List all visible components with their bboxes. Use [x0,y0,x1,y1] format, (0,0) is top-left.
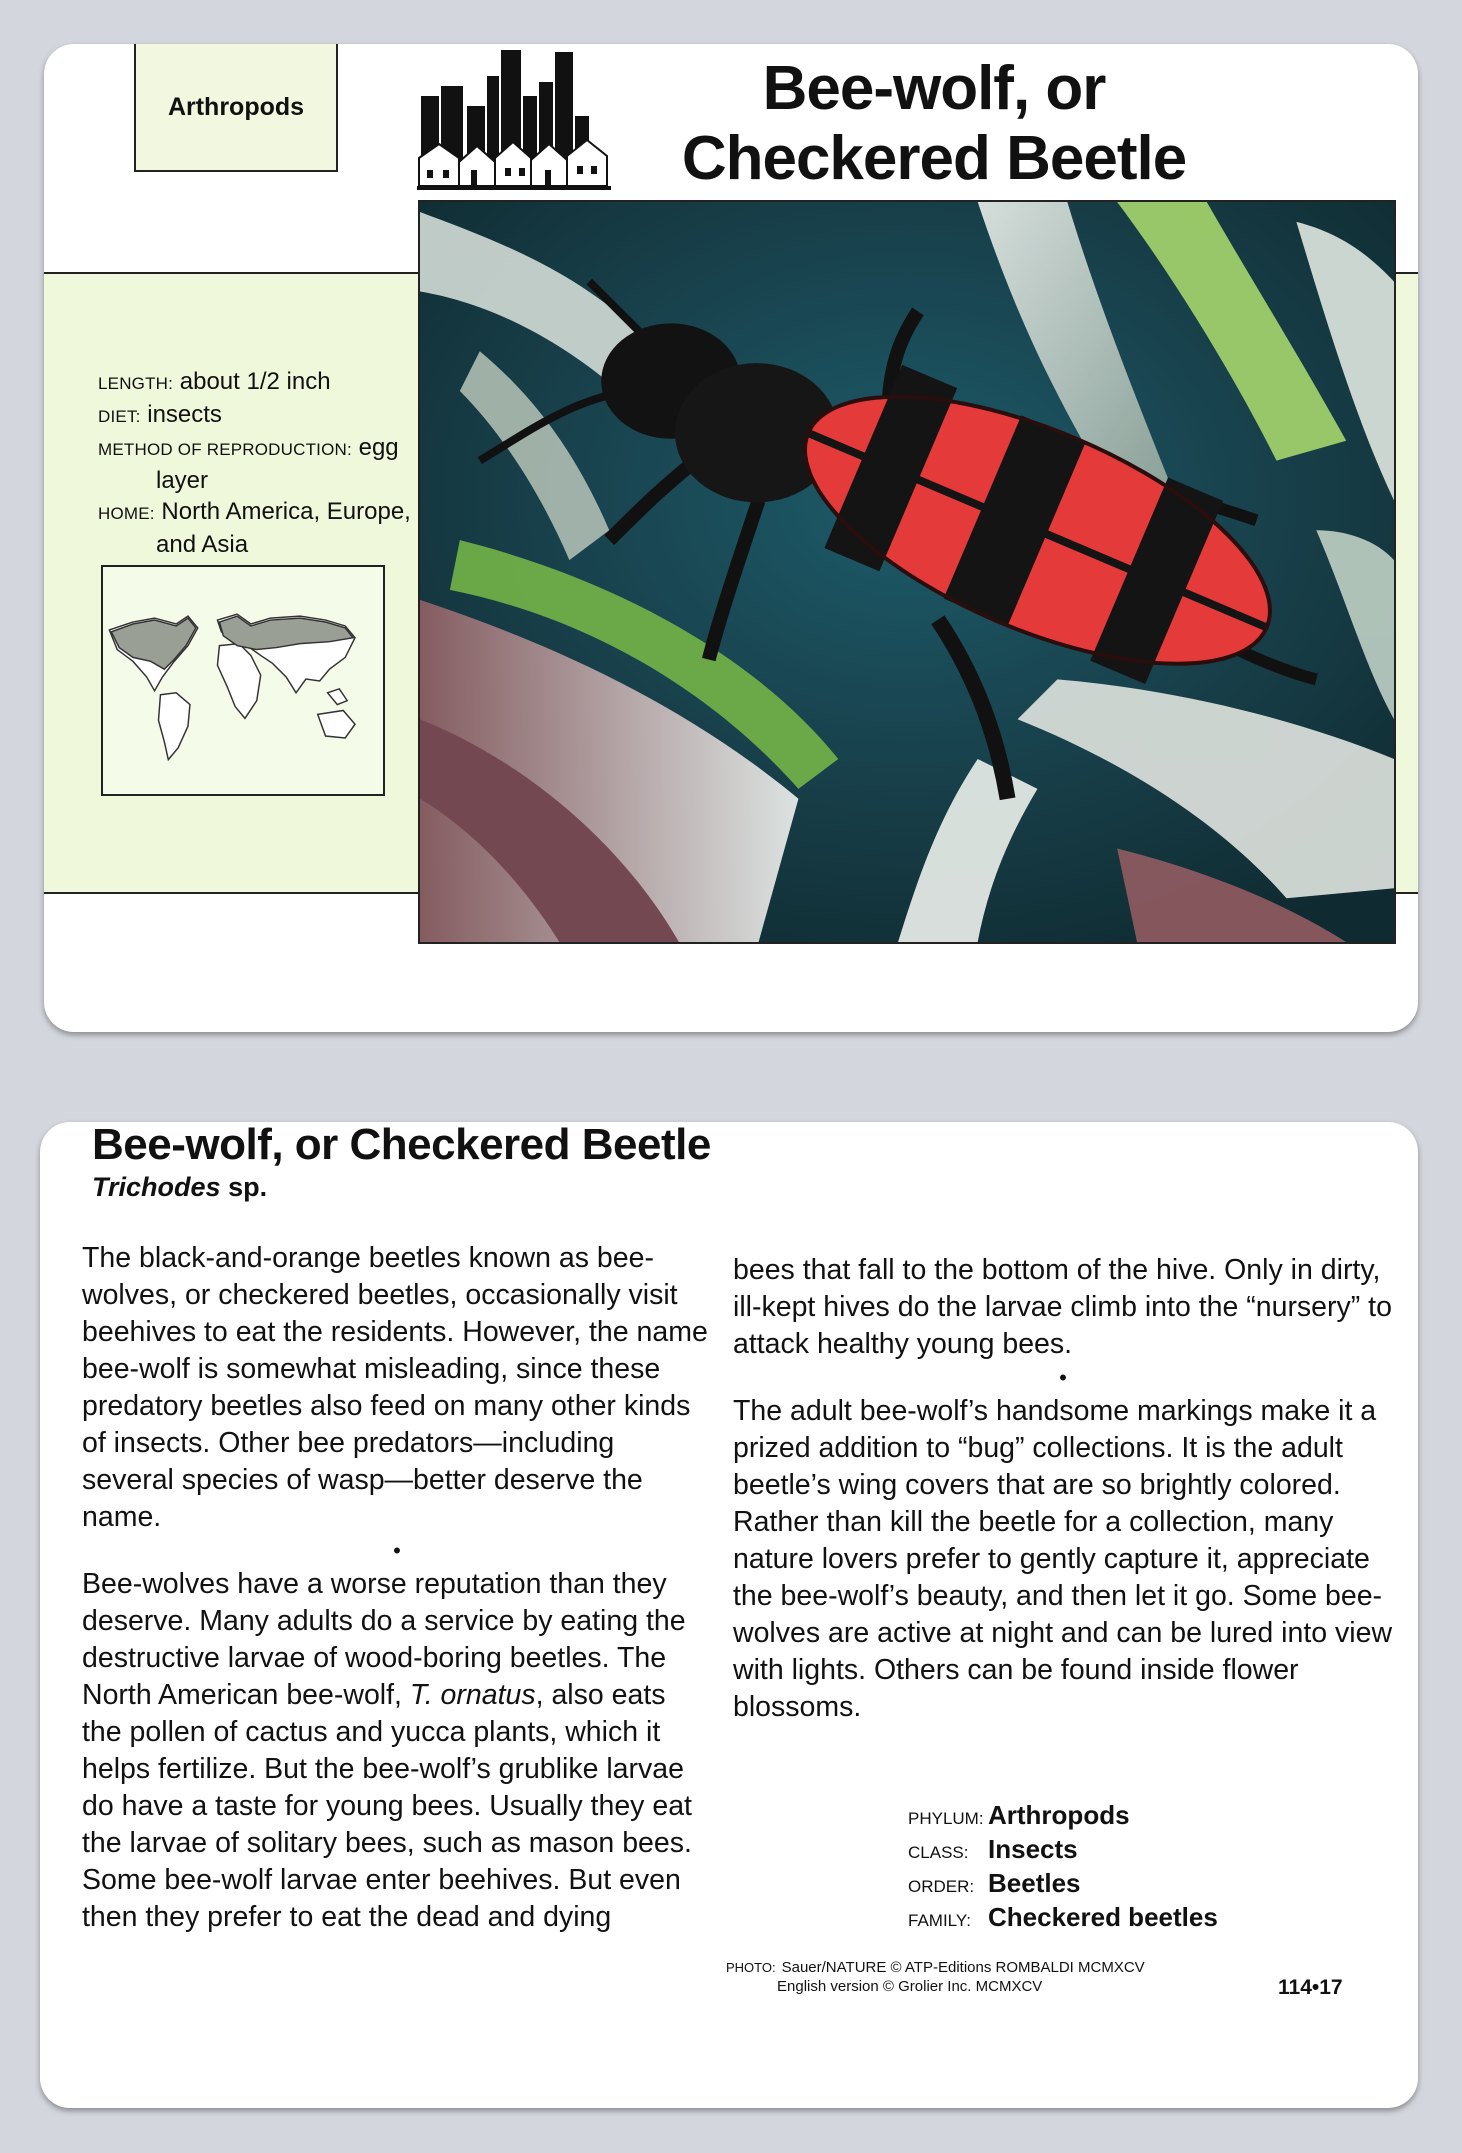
species-italic: T. ornatus [409,1679,536,1711]
title-line-1: Bee-wolf, or [762,54,1106,123]
english-credit: English version © Grolier Inc. MCMXCV [777,1978,1043,1995]
card-title [634,54,1234,194]
paragraph-bullet: • [1059,1365,1067,1390]
genus: Trichodes [92,1172,221,1202]
family-value: Checkered beetles [988,1902,1218,1932]
length-value: about 1/2 inch [179,368,331,395]
paragraph-2 [82,1566,712,1936]
taxonomy-block [908,1800,1218,1936]
text-column-1 [82,1240,712,1936]
home-label: HOME: [98,504,155,523]
card-number: 114•17 [1278,1976,1343,1999]
paragraph-2-b: , also eats the pollen of cactus and yucca plants, which it helps fertilize. But the bee-wolf’s grublike larvae do have a taste for young bees. Usually they eat the larvae of solitary bees, such as mason bees. Some bee-wolf larvae enter beehives. But even then they prefer to eat the dead and dying [82,1679,692,1933]
paragraph-1: The black-and-orange beetles known as bee-wolves, or checkered beetles, occasionally visit beehives to eat the residents. However, the name bee-wolf is somewhat misleading, since these predatory beetles also feed on many other kinds of insects. Other bee predators—including several species of wasp—better deserve the name. [82,1242,708,1533]
title-line-2: Checkered Beetle [681,124,1187,193]
back-title: Bee-wolf, or Checkered Beetle [92,1122,711,1169]
home-value: North America, Europe, [161,498,411,525]
paragraph-3: bees that fall to the bottom of the hive. Only in dirty, ill-kept hives do the larvae climb into the “nursery” to attack healthy young bees. [733,1254,1392,1360]
reproduction-value-2: layer [156,467,209,494]
category-tab [134,44,338,172]
paragraph-2-a: Bee-wolves have a worse reputation than they deserve. Many adults do a service by eating the destructive larvae of wood-boring beetles. The North American bee-wolf, [82,1568,686,1711]
home-value-2: and Asia [156,531,249,558]
text-column-2 [733,1252,1393,1726]
back-card [40,1122,1418,2108]
order-label: ORDER: [908,1877,975,1896]
photo-label: PHOTO: [726,1960,776,1975]
front-card [44,44,1418,1032]
reproduction-label: METHOD OF REPRODUCTION: [98,440,352,459]
beetle-photo [418,200,1396,944]
facts-list [98,366,428,560]
paragraph-4: The adult bee-wolf’s handsome markings make it a prized addition to “bug” collections. It is the adult beetle’s wing covers that are so brightly colored. Rather than kill the beetle for a collection, many nature lovers prefer to gently capture it, appreciate the bee-wolf’s beauty, and then let it go. Some bee-wolves are active at night and can be lured into view with lights. Others can be found inside flower blossoms. [733,1395,1393,1723]
family-label: FAMILY: [908,1911,971,1930]
paragraph-bullet: • [393,1538,401,1563]
order-value: Beetles [988,1868,1081,1898]
length-label: LENGTH: [98,374,174,393]
diet-label: DIET: [98,407,141,426]
phylum-value: Arthropods [988,1800,1130,1830]
species-suffix: sp. [228,1172,268,1202]
reproduction-value: egg [358,434,399,461]
class-label: CLASS: [908,1843,969,1862]
world-map-icon [101,565,385,796]
photo-credit-text: Sauer/NATURE © ATP-Editions ROMBALDI MCMXCV [781,1959,1145,1976]
category-label: Arthropods [167,92,305,121]
scientific-name [92,1172,267,1203]
diet-value: insects [147,401,222,428]
phylum-label: PHYLUM: [908,1809,984,1828]
city-skyline-icon [415,46,613,192]
photo-credit [726,1958,1145,1996]
class-value: Insects [988,1834,1078,1864]
